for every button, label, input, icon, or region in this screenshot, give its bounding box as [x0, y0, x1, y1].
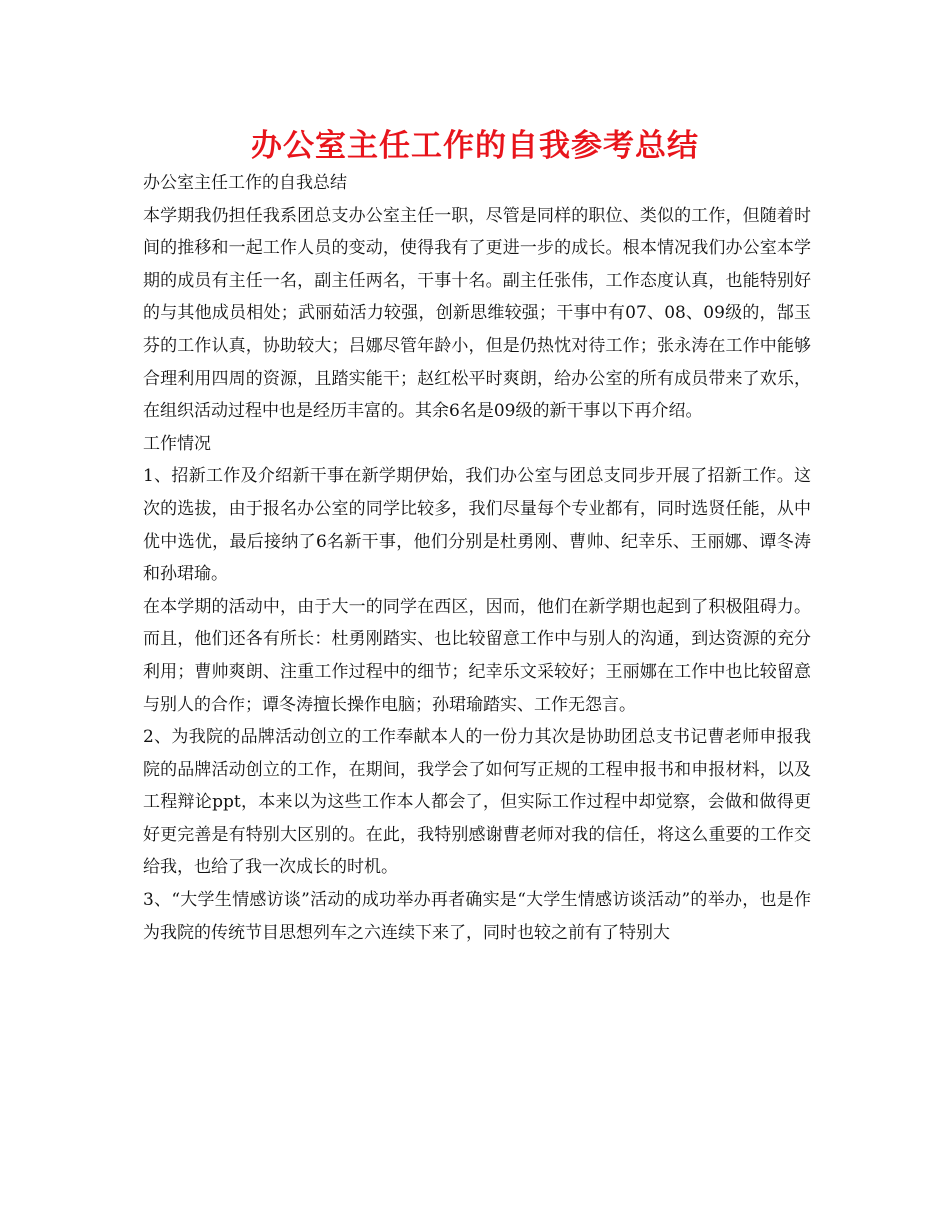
document-body: [143, 167, 811, 949]
interview-activity-paragraph: 3、“大学生情感访谈”活动的成功举办再者确实是“大学生情感访谈活动”的举办，也是作为我院的传统节目思想列车之六连续下来了，同时也较之前有了特别大: [143, 890, 811, 943]
subtitle-paragraph: 办公室主任工作的自我总结: [143, 173, 347, 193]
intro-paragraph: 本学期我仍担任我系团总支办公室主任一职，尽管是同样的职位、类似的工作，但随着时间的推移和一起工作人员的变动，使得我有了更进一步的成长。根本情况我们办公室本学期的成员有主任一名，副主任两名，干事十名。副主任张伟，工作态度认真，也能特别好的与其他成员相处；武丽茹活力较强，创新思维较强；干事中有07、08、09级的，郜玉芬的工作认真，协助较大；吕娜尽管年龄小，但是仍热忱对待工作；张永涛在工作中能够合理利用四周的资源，且踏实能干；赵红松平时爽朗，给办公室的所有成员带来了欢乐，在组织活动过程中也是经历丰富的。其余6名是09级的新干事以下再介绍。: [143, 205, 811, 422]
document-title: 办公室主任工作的自我参考总结: [251, 128, 699, 164]
brand-activity-paragraph: 2、为我院的品牌活动创立的工作奉献本人的一份力其次是协助团总支书记曹老师申报我院的品牌活动创立的工作，在期间，我学会了如何写正规的工程申报书和申报材料，以及工程辩论ppt，本来以为这些工作本人都会了，但实际工作过程中却觉察，会做和做得更好更完善是有特别大区别的。在此，我特别感谢曹老师对我的信任，将这么重要的工作交给我，也给了我一次成长的时机。: [143, 727, 811, 878]
recruitment-paragraph: 1、招新工作及介绍新干事在新学期伊始，我们办公室与团总支同步开展了招新工作。这次的选拔，由于报名办公室的同学比较多，我们尽量每个专业都有，同时选贤任能，从中优中选优，最后接纳了6名新干事，他们分别是杜勇刚、曹帅、纪幸乐、王丽娜、谭冬涛和孙珺瑜。: [143, 466, 811, 585]
new-staff-paragraph: 在本学期的活动中，由于大一的同学在西区，因而，他们在新学期也起到了积极阻碍力。而且，他们还各有所长：杜勇刚踏实、也比较留意工作中与别人的沟通，到达资源的充分利用；曹帅爽朗、注重工作过程中的细节；纪幸乐文采较好；王丽娜在工作中也比较留意与别人的合作；谭冬涛擅长操作电脑；孙珺瑜踏实、工作无怨言。: [143, 596, 811, 715]
section-heading: 工作情况: [143, 433, 211, 454]
